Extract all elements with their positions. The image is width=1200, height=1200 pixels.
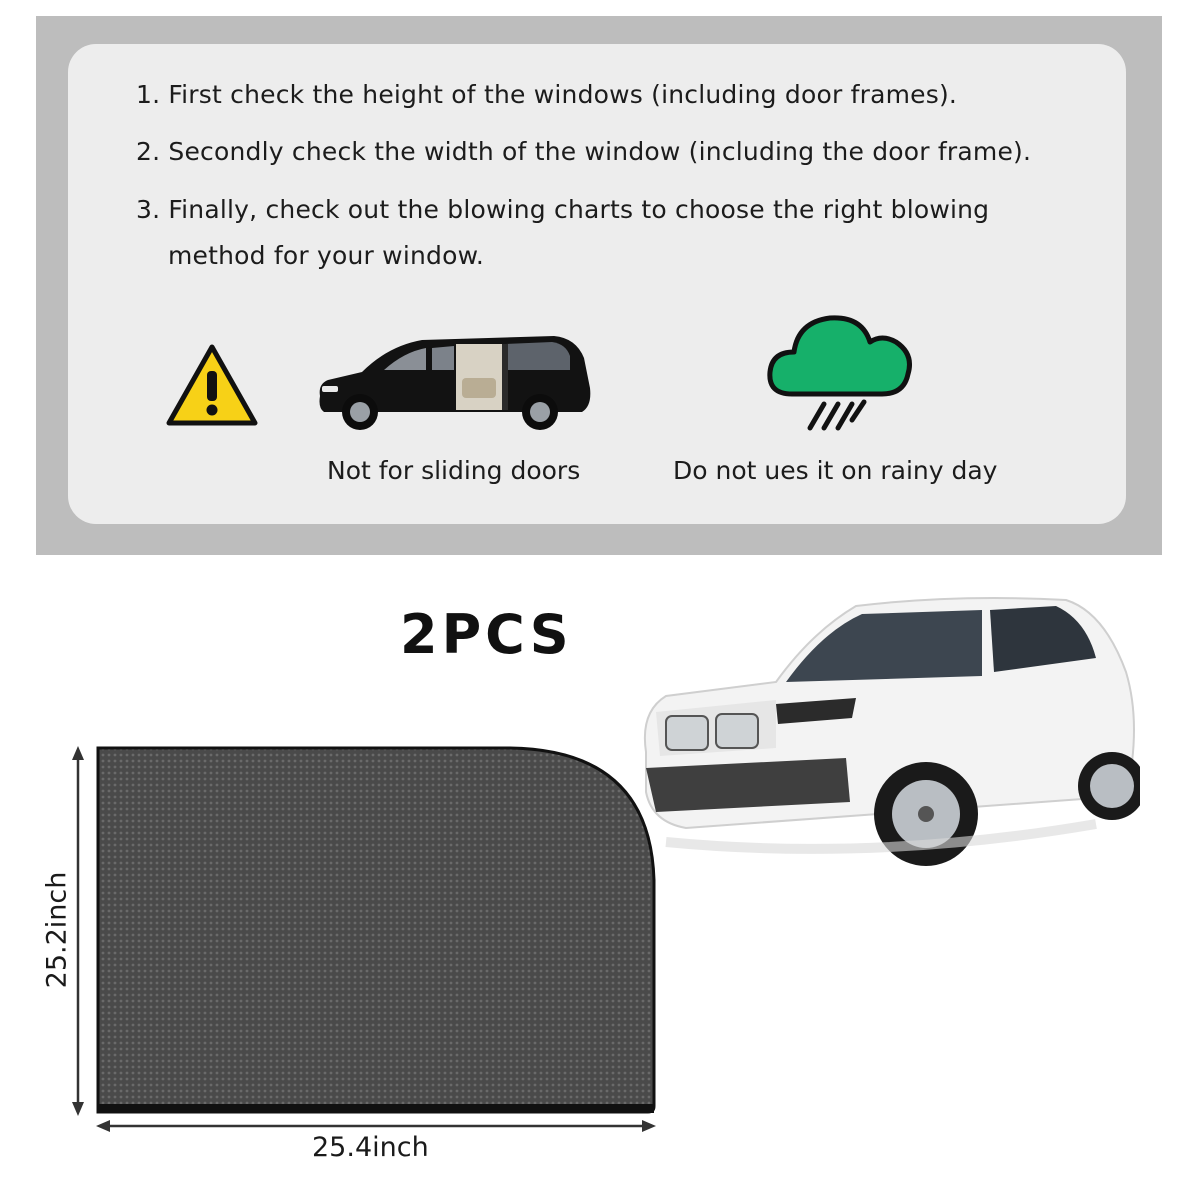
white-suv-image bbox=[626, 592, 1140, 882]
instruction-step-3-continued: method for your window. bbox=[168, 241, 485, 270]
height-value: 25.2inch bbox=[41, 871, 73, 989]
sliding-door-warning: Not for sliding doors bbox=[327, 456, 581, 485]
quantity-title: 2PCS bbox=[400, 603, 573, 666]
height-dimension-label bbox=[32, 870, 82, 990]
width-dimension-label: 25.4inch bbox=[312, 1132, 429, 1163]
rain-cloud-icon bbox=[766, 312, 916, 434]
notice-card bbox=[68, 44, 1126, 524]
instruction-step-1: 1. First check the height of the windows (including door frames). bbox=[136, 80, 958, 109]
instruction-step-2: 2. Secondly check the width of the window (including the door frame). bbox=[136, 137, 1032, 166]
warning-triangle-icon bbox=[165, 343, 259, 427]
minivan-sliding-door-image bbox=[314, 326, 596, 430]
window-shade-panel-image bbox=[40, 740, 680, 1180]
instruction-step-3: 3. Finally, check out the blowing charts to choose the right blowing bbox=[136, 195, 990, 224]
rainy-day-warning: Do not ues it on rainy day bbox=[673, 456, 998, 485]
